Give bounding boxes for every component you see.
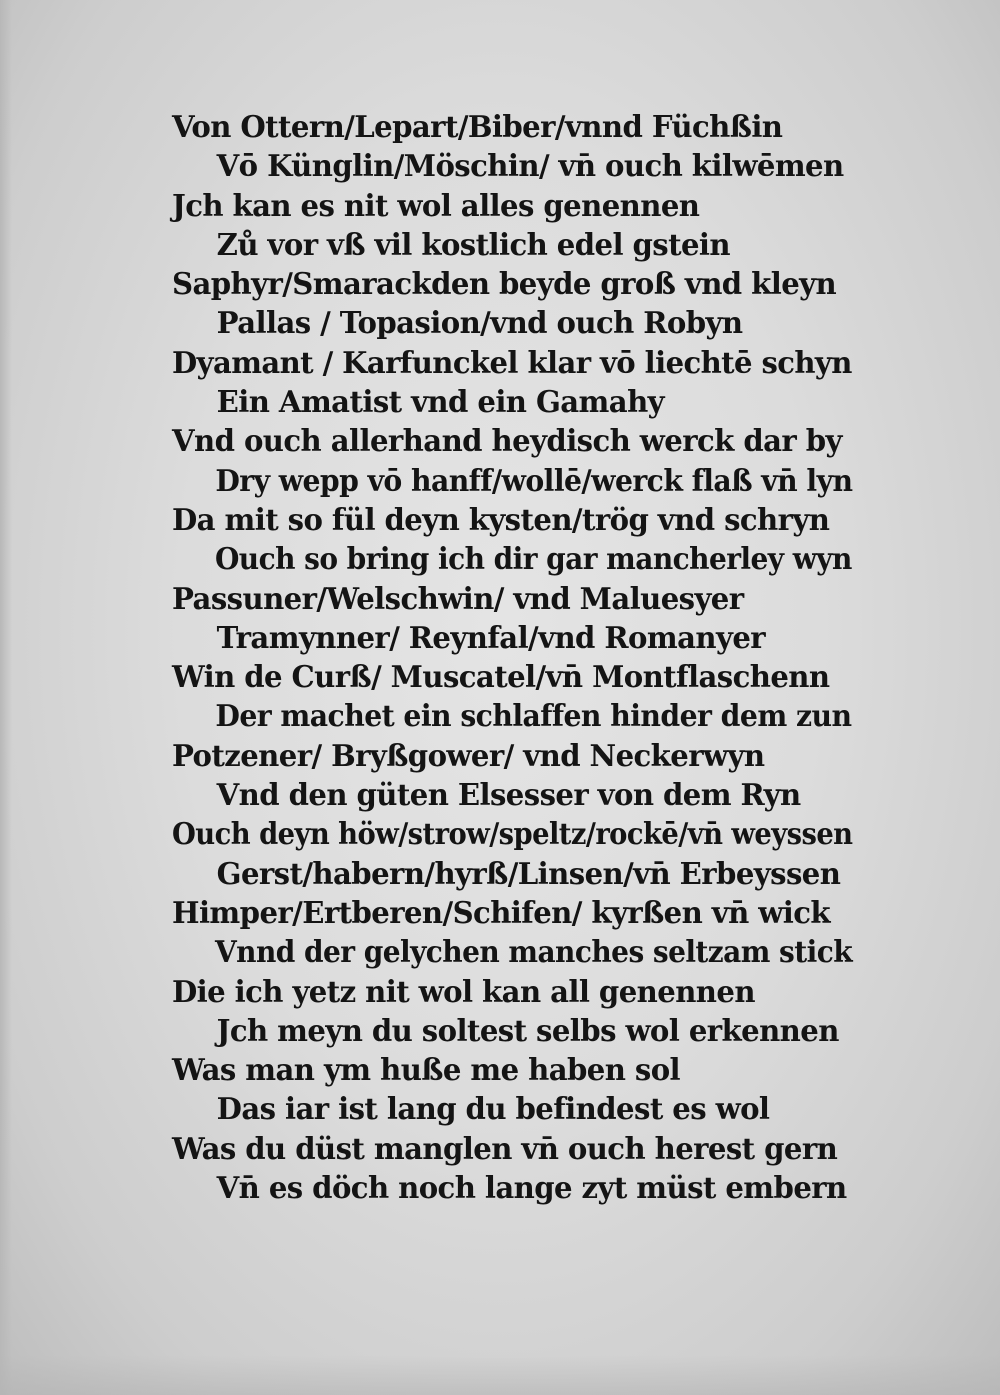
poem-line: Vnd den güten Elsesser von dem Ryn [216, 778, 801, 814]
page-bottom-shadow [0, 1355, 1000, 1395]
poem-line: Win de Curß/ Muscatel/vn̄ Montflaschenn [172, 660, 830, 696]
poem-line: Dry wepp vō hanff/wollē/werck flaß vn̄ lyn [215, 463, 853, 499]
poem-line: Vnd ouch allerhand heydisch werck dar by [172, 424, 842, 460]
poem-line: Die ich yetz nit wol kan all genennen [172, 974, 755, 1010]
poem-line: Tramynner/ Reynfal/vnd Romanyer [216, 620, 766, 656]
poem-line: Vō Künglin/Möschin/ vn̄ ouch kilwēmen [216, 149, 844, 185]
poem-line: Saphyr/Smarackden beyde groß vnd kleyn [172, 267, 837, 303]
poem-line: Da mit so fül deyn kysten/trög vnd schryn [172, 502, 830, 538]
poem-line: Vnnd der gelychen manches seltzam stick [214, 935, 853, 971]
poem-line: Potzener/ Bryßgower/ vnd Neckerwyn [172, 738, 765, 774]
poem-line: Jch kan es nit wol alles genennen [172, 188, 700, 224]
poem-line: Jch meyn du soltest selbs wol erkennen [216, 1013, 839, 1049]
poem-line: Gerst/habern/hyrß/Linsen/vn̄ Erbeyssen [216, 856, 841, 892]
poem-line: Was man ym huße me haben sol [172, 1053, 681, 1089]
poem-line: Dyamant / Karfunckel klar vō liechtē schyn [172, 345, 852, 381]
poem-line: Ouch deyn höw/strow/speltz/rockē/vn̄ weyssen [172, 817, 853, 853]
poem-text-block [172, 108, 872, 1208]
poem-line: Himper/Ertberen/Schifen/ kyrßen vn̄ wick [172, 895, 830, 931]
poem-line: Der machet ein schlaffen hinder dem zun [215, 699, 852, 735]
page-edge-shadow [0, 0, 12, 1395]
poem-line: Vn̄ es döch noch lange zyt müst embern [216, 1171, 847, 1207]
poem-line: Von Ottern/Lepart/Biber/vnnd Füchßin [172, 110, 783, 145]
poem-line: Passuner/Welschwin/ vnd Maluesyer [172, 581, 744, 617]
poem-line: Ein Amatist vnd ein Gamahy [216, 385, 665, 421]
poem-line: Ouch so bring ich dir gar mancherley wyn [214, 542, 852, 578]
poem-line: Das iar ist lang du befindest es wol [216, 1092, 770, 1128]
poem-line: Was du düst manglen vn̄ ouch herest gern [172, 1131, 838, 1167]
poem-line: Pallas / Topasion/vnd ouch Robyn [216, 306, 743, 342]
poem-line: Zů vor vß vil kostlich edel gstein [216, 227, 730, 263]
